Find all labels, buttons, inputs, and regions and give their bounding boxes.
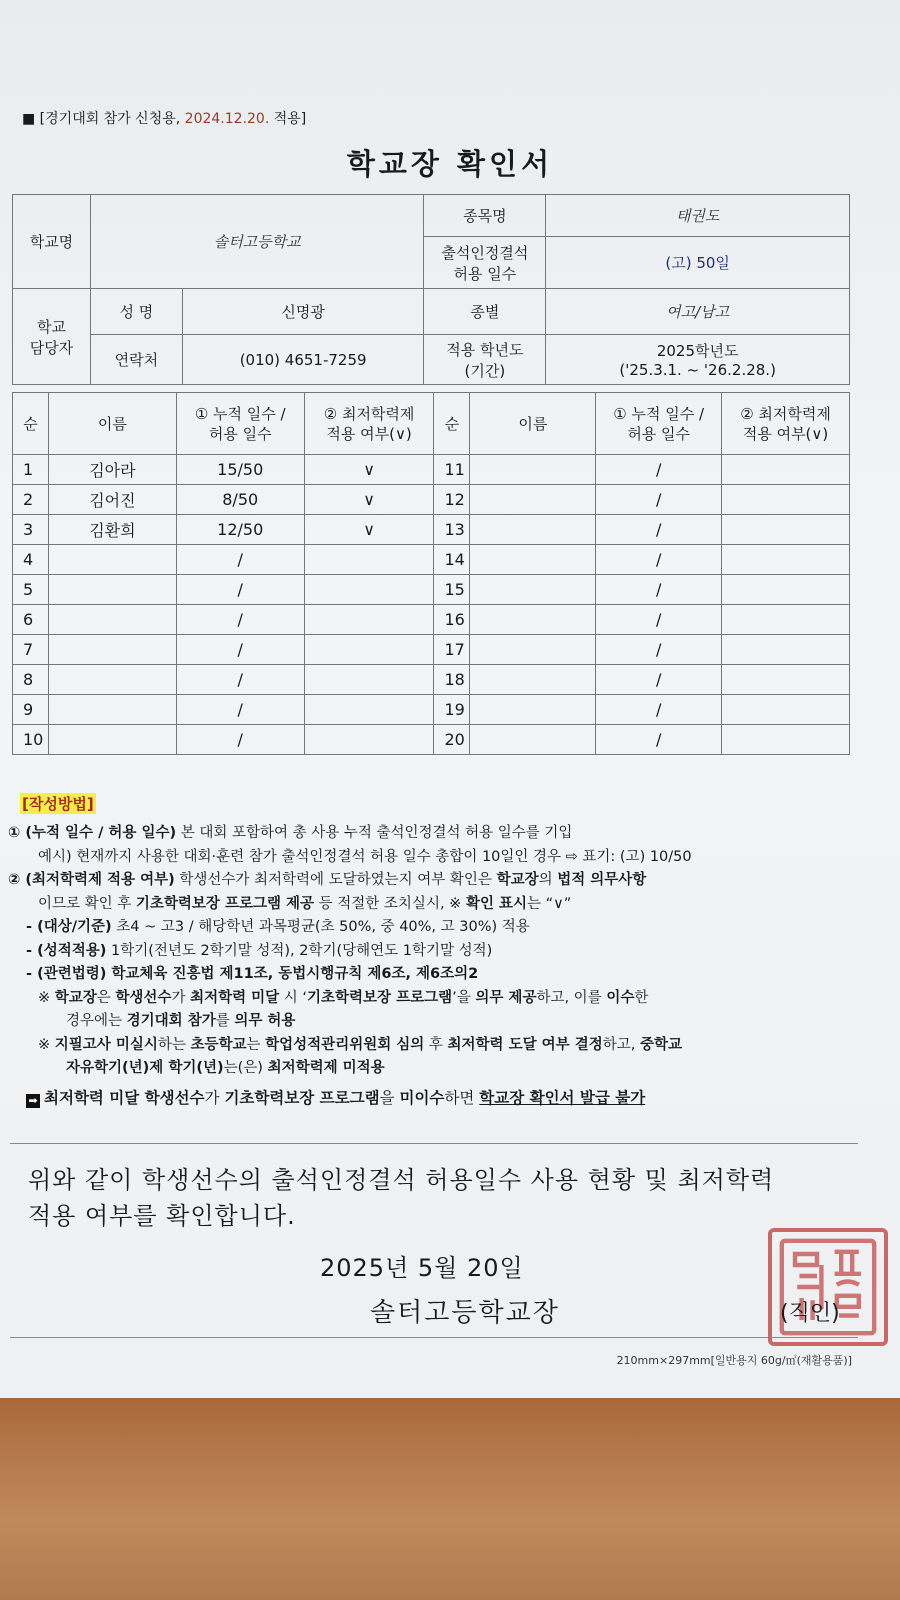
year-value-line2: ('25.3.1. ~ '26.2.28.) bbox=[619, 361, 776, 379]
row-check bbox=[722, 695, 850, 725]
table-row bbox=[13, 545, 850, 575]
instruction-2: ② (최저학력제 적용 여부) 학생선수가 최저학력에 도달하였는지 여부 확인은 학교장의 법적 의무사항 bbox=[8, 872, 647, 888]
row-name bbox=[48, 725, 176, 755]
year-label-line1: 적용 학년도 bbox=[446, 340, 524, 359]
row-check: ∨ bbox=[304, 485, 434, 515]
row-no: 5 bbox=[13, 575, 49, 605]
row-days: / bbox=[176, 545, 304, 575]
row-days: / bbox=[596, 665, 722, 695]
document-title: 학교장 확인서 bbox=[346, 147, 554, 181]
row-days: / bbox=[176, 695, 304, 725]
detail-law: - (관련법령) 학교체육 진흥법 제11조, 동법시행규칙 제6조, 제6조의2 bbox=[26, 966, 479, 982]
row-check bbox=[304, 725, 434, 755]
row-name bbox=[470, 575, 596, 605]
row-no: 2 bbox=[13, 485, 49, 515]
row-days: / bbox=[176, 635, 304, 665]
school-value: 솔터고등학교 bbox=[90, 195, 424, 289]
row-no: 10 bbox=[13, 725, 49, 755]
row-no: 15 bbox=[434, 575, 470, 605]
row-check bbox=[304, 635, 434, 665]
header-note bbox=[22, 108, 306, 128]
official-seal-stamp bbox=[768, 1228, 888, 1346]
row-name bbox=[48, 635, 176, 665]
row-no: 12 bbox=[434, 485, 470, 515]
row-days: / bbox=[596, 485, 722, 515]
row-days: / bbox=[596, 455, 722, 485]
paper-spec-footer: 210mm×297mm[일반용지 60g/㎡(재활용품)] bbox=[616, 1354, 852, 1367]
row-no: 3 bbox=[13, 515, 49, 545]
header-no-left: 순 bbox=[13, 393, 49, 455]
row-name bbox=[470, 635, 596, 665]
row-no: 14 bbox=[434, 545, 470, 575]
header-note-prefix: ■ [경기대회 참가 신청용, bbox=[22, 111, 181, 127]
row-check bbox=[304, 605, 434, 635]
year-label bbox=[424, 335, 546, 385]
desk-background bbox=[0, 1398, 900, 1600]
row-no: 9 bbox=[13, 695, 49, 725]
row-days: / bbox=[176, 575, 304, 605]
row-days: / bbox=[596, 725, 722, 755]
event-value: 태권도 bbox=[546, 195, 850, 237]
row-name bbox=[470, 665, 596, 695]
table-row bbox=[13, 635, 850, 665]
row-no: 16 bbox=[434, 605, 470, 635]
row-name bbox=[48, 665, 176, 695]
confirmation-line1: 위와 같이 학생선수의 출석인정결석 허용일수 사용 현황 및 최저학력 bbox=[28, 1166, 775, 1194]
row-days: / bbox=[596, 575, 722, 605]
row-check bbox=[722, 725, 850, 755]
row-check bbox=[722, 485, 850, 515]
note-1: ※ 학교장은 학생선수가 최저학력 미달 시 ‘기초학력보장 프로그램’을 의무 제공하고, 이를 이수한 bbox=[38, 989, 649, 1006]
note-2-cont: 자유학기(년)제 학기(년)는(은) 최저학력제 미적용 bbox=[66, 1060, 385, 1076]
absence-label-line1: 출석인정결석 bbox=[441, 243, 529, 262]
row-no: 18 bbox=[434, 665, 470, 695]
header-days-right: ① 누적 일수 / 허용 일수 bbox=[596, 393, 722, 455]
table-row bbox=[13, 575, 850, 605]
absence-value: (고) 50일 bbox=[546, 237, 850, 289]
header-name-left: 이름 bbox=[48, 393, 176, 455]
info-table bbox=[12, 194, 850, 385]
row-days: / bbox=[596, 515, 722, 545]
signature-date: 2025년 5월 20일 bbox=[320, 1254, 524, 1282]
row-no: 20 bbox=[434, 725, 470, 755]
row-days: 8/50 bbox=[176, 485, 304, 515]
header-min-right: ② 최저학력제 적용 여부(∨) bbox=[722, 393, 850, 455]
detail-target: - (대상/기준) 초4 ~ 고3 / 해당학년 과목평균(초 50%, 중 40%, 고 30%) 적용 bbox=[26, 919, 530, 935]
year-value bbox=[546, 335, 850, 385]
seal-mark-text: (직인) bbox=[780, 1301, 840, 1326]
table-row bbox=[13, 605, 850, 635]
header-name-right: 이름 bbox=[470, 393, 596, 455]
header-note-date: 2024.12.20. bbox=[184, 111, 270, 127]
absence-label bbox=[424, 237, 546, 289]
row-days: / bbox=[596, 605, 722, 635]
row-no: 11 bbox=[434, 455, 470, 485]
row-check: ∨ bbox=[304, 515, 434, 545]
row-check bbox=[722, 575, 850, 605]
instructions bbox=[8, 822, 888, 1110]
contact-label: 연락처 bbox=[90, 335, 182, 385]
row-check bbox=[304, 575, 434, 605]
row-check bbox=[304, 695, 434, 725]
detail-grades: - (성적적용) 1학기(전년도 2학기말 성적), 2학기(당해연도 1학기말 성적) bbox=[26, 942, 493, 959]
confirmation-line2: 적용 여부를 확인합니다. bbox=[28, 1202, 296, 1230]
row-no: 8 bbox=[13, 665, 49, 695]
row-days: / bbox=[596, 635, 722, 665]
staff-label-line2: 담당자 bbox=[29, 338, 74, 357]
row-name: 김아라 bbox=[48, 455, 176, 485]
table-row bbox=[13, 695, 850, 725]
table-row bbox=[13, 485, 850, 515]
contact-value: (010) 4651-7259 bbox=[182, 335, 424, 385]
roster-header-row bbox=[13, 393, 850, 455]
row-check bbox=[722, 545, 850, 575]
row-days: / bbox=[596, 545, 722, 575]
row-days: 15/50 bbox=[176, 455, 304, 485]
note-1-cont: 경우에는 경기대회 참가를 의무 허용 bbox=[66, 1013, 296, 1029]
row-days: / bbox=[176, 665, 304, 695]
name-label: 성 명 bbox=[90, 289, 182, 335]
note-2: ※ 지필고사 미실시하는 초등학교는 학업성적관리위원회 심의 후 최저학력 도달 여부 결정하고, 중학교 bbox=[38, 1036, 682, 1053]
table-row bbox=[13, 455, 850, 485]
year-value-line1: 2025학년도 bbox=[656, 342, 739, 360]
row-no: 17 bbox=[434, 635, 470, 665]
instruction-1-example: 예시) 현재까지 사용한 대회·훈련 참가 출석인정결석 허용 일수 총합이 10일인 경우 ⇨ 표기: (고) 10/50 bbox=[38, 848, 692, 865]
row-name bbox=[470, 545, 596, 575]
row-name bbox=[470, 725, 596, 755]
row-no: 4 bbox=[13, 545, 49, 575]
row-name bbox=[470, 515, 596, 545]
event-label: 종목명 bbox=[424, 195, 546, 237]
table-row bbox=[13, 725, 850, 755]
row-name: 김환희 bbox=[48, 515, 176, 545]
category-label: 종별 bbox=[424, 289, 546, 335]
row-name bbox=[470, 695, 596, 725]
staff-label bbox=[13, 289, 91, 385]
row-no: 6 bbox=[13, 605, 49, 635]
row-name bbox=[48, 545, 176, 575]
header-days-left: ① 누적 일수 / 허용 일수 bbox=[176, 393, 304, 455]
principal-name: 솔터고등학교장 bbox=[370, 1298, 560, 1328]
row-check bbox=[304, 545, 434, 575]
row-no: 7 bbox=[13, 635, 49, 665]
row-check bbox=[722, 605, 850, 635]
school-label: 학교명 bbox=[13, 195, 91, 289]
row-name bbox=[470, 605, 596, 635]
arrow-right-icon: ➡ bbox=[26, 1094, 40, 1108]
row-name bbox=[48, 605, 176, 635]
warning-line: ➡ 최저학력 미달 학생선수가 기초학력보장 프로그램을 미이수하면 학교장 확인서 발급 불가 bbox=[8, 1087, 888, 1111]
roster-table bbox=[12, 392, 850, 755]
instruction-2-cont: 이므로 확인 후 기초학력보장 프로그램 제공 등 적절한 조치실시, ※ 확인 표시는 “∨” bbox=[38, 895, 572, 912]
header-min-left: ② 최저학력제 적용 여부(∨) bbox=[304, 393, 434, 455]
row-check: ∨ bbox=[304, 455, 434, 485]
row-check bbox=[304, 665, 434, 695]
header-note-suffix: 적용] bbox=[273, 111, 307, 127]
row-days: / bbox=[176, 605, 304, 635]
row-days: 12/50 bbox=[176, 515, 304, 545]
row-name bbox=[48, 575, 176, 605]
row-name bbox=[470, 455, 596, 485]
instruction-1: ① (누적 일수 / 허용 일수) 본 대회 포함하여 총 사용 누적 출석인정결석 허용 일수를 기입 bbox=[8, 825, 573, 841]
table-row bbox=[13, 515, 850, 545]
row-check bbox=[722, 515, 850, 545]
absence-label-line2: 허용 일수 bbox=[453, 264, 517, 283]
divider-bottom bbox=[10, 1337, 858, 1338]
row-days: / bbox=[596, 695, 722, 725]
row-check bbox=[722, 635, 850, 665]
confirmation-text bbox=[28, 1162, 774, 1234]
row-no: 19 bbox=[434, 695, 470, 725]
divider-top bbox=[10, 1143, 858, 1144]
header-no-right: 순 bbox=[434, 393, 470, 455]
row-check bbox=[722, 665, 850, 695]
roster-body bbox=[13, 455, 850, 755]
name-value: 신명광 bbox=[182, 289, 424, 335]
row-days: / bbox=[176, 725, 304, 755]
row-check bbox=[722, 455, 850, 485]
staff-label-line1: 학교 bbox=[36, 317, 66, 336]
row-name: 김어진 bbox=[48, 485, 176, 515]
row-name bbox=[48, 695, 176, 725]
row-name bbox=[470, 485, 596, 515]
row-no: 1 bbox=[13, 455, 49, 485]
instructions-title: [작성방법] bbox=[22, 795, 94, 813]
year-label-line2: (기간) bbox=[464, 361, 506, 380]
table-row bbox=[13, 665, 850, 695]
category-value: 여고/남고 bbox=[546, 289, 850, 335]
row-no: 13 bbox=[434, 515, 470, 545]
